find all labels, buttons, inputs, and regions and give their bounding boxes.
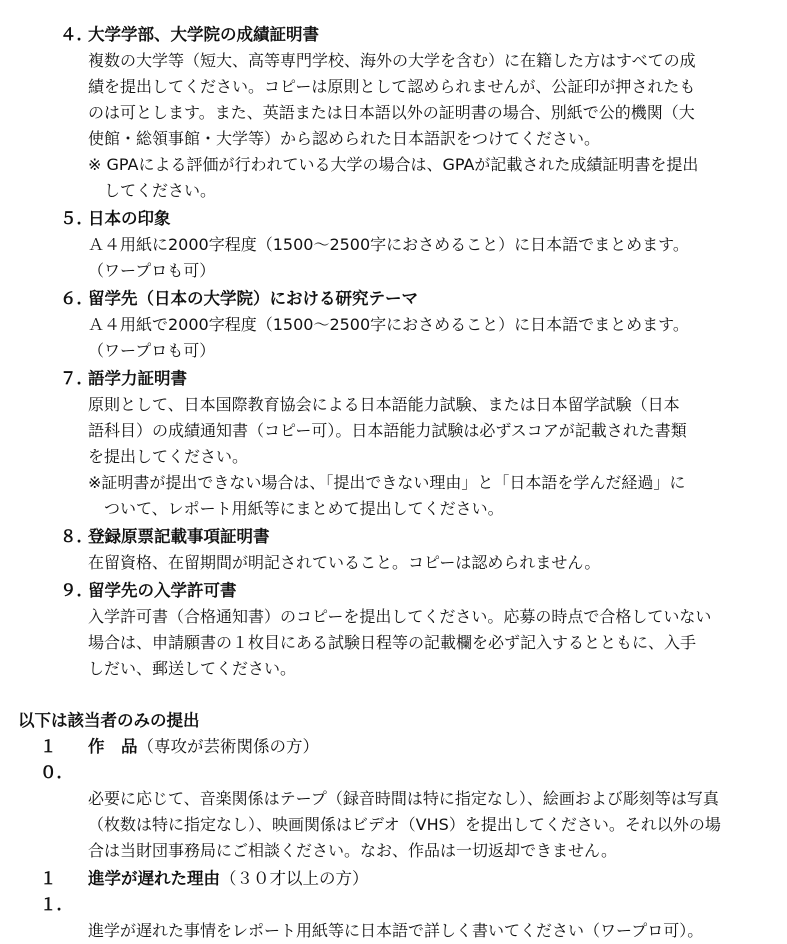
item-heading — [18, 578, 773, 604]
body-line: （ワープロも可） — [88, 341, 216, 360]
item-heading — [18, 286, 773, 312]
body-line: 合は当財団事務局にご相談ください。なお、作品は一切返却できません。 — [88, 841, 617, 860]
body-line: 入学許可書（合格通知書）のコピーを提出してください。応募の時点で合格していない — [88, 607, 712, 626]
item-title — [88, 734, 319, 760]
body-line: を提出してください。 — [88, 447, 249, 466]
item-heading — [18, 206, 773, 232]
item-6 — [18, 286, 773, 364]
note-line: してください。 — [104, 181, 217, 200]
item-body — [18, 392, 773, 522]
body-line: 績を提出してください。コピーは原則として認められませんが、公証印が押されたも — [88, 77, 696, 96]
item-title: 日本の印象 — [88, 209, 171, 228]
item-number: ５． — [60, 209, 93, 228]
body-line: 場合は、申請願書の１枚目にある試験日程等の記載欄を必ず記入するとともに、入手 — [88, 633, 697, 652]
item-4 — [18, 22, 773, 204]
item-10 — [18, 734, 773, 864]
item-number: １１． — [40, 869, 73, 914]
item-title: 留学先（日本の大学院）における研究テーマ — [88, 289, 418, 308]
section-title: 以下は該当者のみの提出 — [18, 711, 200, 730]
item-number: ８． — [60, 527, 93, 546]
item-11 — [18, 866, 773, 944]
body-line: 使館・総領事館・大学等）から認められた日本語訳をつけてください。 — [88, 129, 601, 148]
item-title — [88, 866, 369, 892]
item-title: 大学学部、大学院の成績証明書 — [88, 25, 319, 44]
item-body — [18, 918, 773, 944]
item-9 — [18, 578, 773, 682]
item-body — [18, 604, 773, 682]
item-5 — [18, 206, 773, 284]
body-line: 在留資格、在留期間が明記されていること。コピーは認められません。 — [88, 553, 601, 572]
item-title: 語学力証明書 — [88, 369, 187, 388]
body-line: 複数の大学等（短大、高等専門学校、海外の大学を含む）に在籍した方はすべての成 — [88, 51, 696, 70]
note-line: ついて、レポート用紙等にまとめて提出してください。 — [104, 499, 504, 518]
item-title-text: 作 品 — [88, 737, 138, 756]
body-line: （枚数は特に指定なし）、映画関係はビデオ（VHS）を提出してください。それ以外の場 — [88, 815, 721, 834]
item-heading — [18, 22, 773, 48]
item-body — [18, 786, 773, 864]
item-title: 留学先の入学許可書 — [88, 581, 237, 600]
body-line: 語科目）の成績通知書（コピー可）。日本語能力試験は必ずスコアが記載された書類 — [88, 421, 687, 440]
item-body — [18, 550, 773, 576]
body-line: しだい、郵送してください。 — [88, 659, 297, 678]
item-number: １０． — [40, 737, 73, 782]
item-title-note: （専攻が芸術関係の方） — [137, 737, 319, 756]
item-heading — [18, 524, 773, 550]
body-line: 原則として、日本国際教育協会による日本語能力試験、または日本留学試験（日本 — [88, 395, 680, 414]
item-heading — [18, 366, 773, 392]
item-8 — [18, 524, 773, 576]
body-line: のは可とします。また、英語または日本語以外の証明書の場合、別紙で公的機関（大 — [88, 103, 695, 122]
body-line: （ワープロも可） — [88, 261, 216, 280]
item-number: ９． — [60, 581, 93, 600]
body-line: Ａ４用紙で2000字程度（1500～2500字におさめること）に日本語でまとめます。 — [88, 315, 689, 334]
body-line: 必要に応じて、音楽関係はテープ（録音時間は特に指定なし）、絵画および彫刻等は写真 — [88, 789, 719, 808]
note-line: ※ GPAによる評価が行われている大学の場合は、GPAが記載された成績証明書を提出 — [88, 155, 699, 174]
item-title-note: （３０才以上の方） — [220, 869, 369, 888]
item-body — [18, 232, 773, 284]
item-body — [18, 312, 773, 364]
item-heading — [18, 734, 773, 786]
note-line: ※証明書が提出できない場合は、「提出できない理由」と「日本語を学んだ経過」に — [88, 473, 686, 492]
item-number: ６． — [60, 289, 93, 308]
item-body — [18, 48, 773, 204]
body-line: Ａ４用紙に2000字程度（1500～2500字におさめること）に日本語でまとめます。 — [88, 235, 689, 254]
item-number: ７． — [60, 369, 93, 388]
item-number: ４． — [60, 25, 93, 44]
body-line: 進学が遅れた事情をレポート用紙等に日本語で詳しく書いてください（ワープロ可）。 — [88, 921, 704, 940]
item-title: 登録原票記載事項証明書 — [88, 527, 270, 546]
item-7 — [18, 366, 773, 522]
item-title-text: 進学が遅れた理由 — [88, 869, 220, 888]
